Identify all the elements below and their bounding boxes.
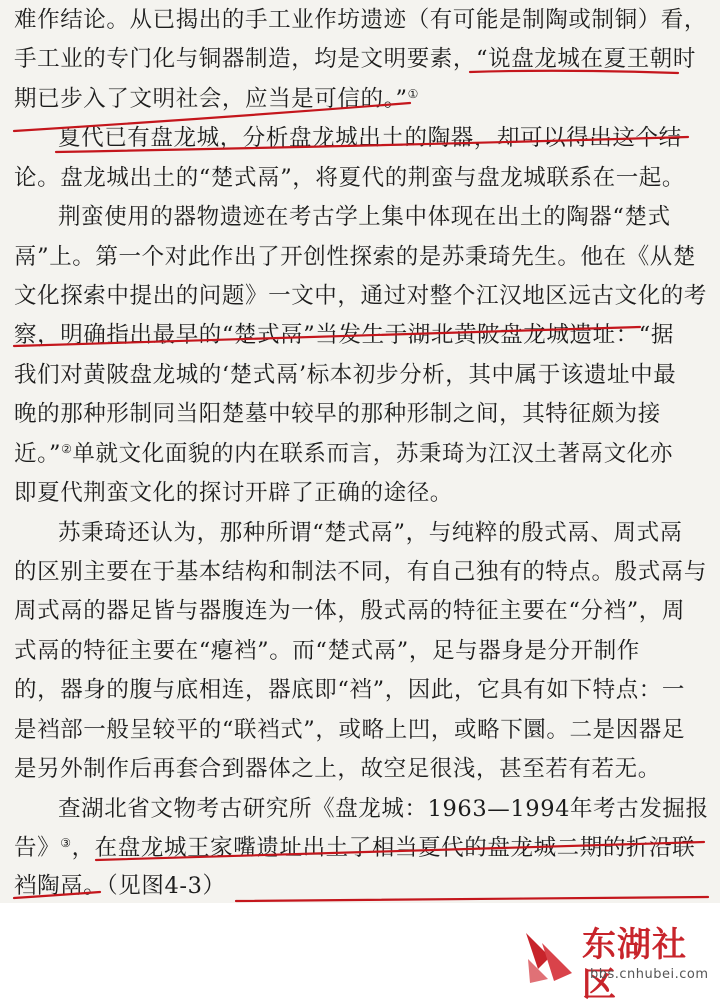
brand-name: 东湖社区 xyxy=(582,925,687,1005)
text-line-15: 的区别主要在于基本结构和制法不同，有自己独有的特点。殷式鬲与 xyxy=(14,559,708,585)
text-line-11: 晚的那种形制同当阳楚墓中较早的那种形制之间，其特征颇为接 xyxy=(14,401,661,427)
text-line-18: 的，器身的腹与底相连，器底即“裆”，因此，它具有如下特点：一 xyxy=(14,677,686,703)
text-line-14: 苏秉琦还认为，那种所谓“楚式鬲”，与纯粹的殷式鬲、周式鬲 xyxy=(58,520,683,546)
text-line-19: 是裆部一般呈较平的“联裆式”，或略上凹，或略下圜。二是因器足 xyxy=(14,717,686,743)
text-line-1: 难作结论。从已揭出的手工业作坊遗迹（有可能是制陶或制铜）看， xyxy=(14,7,708,33)
footnote-marker-1: ① xyxy=(407,87,419,101)
text-line-10: 我们对黄陂盘龙城的‘楚式鬲’标本初步分析，其中属于该遗址中最 xyxy=(14,362,677,388)
text-line-20: 是另外制作后再套合到器体之上，故空足很浅，甚至若有若无。 xyxy=(14,756,661,782)
text-line-17: 式鬲的特征主要在“瘪裆”。而“楚式鬲”，足与器身是分开制作 xyxy=(14,638,640,664)
text-line-16: 周式鬲的器足皆与器腹连为一体，殷式鬲的特征主要在“分裆”，周 xyxy=(14,598,686,624)
watermark-area xyxy=(0,903,720,1005)
text-line-23: 裆陶鬲。（见图4-3） xyxy=(14,873,226,899)
brand-url: bbs.cnhubei.com xyxy=(590,967,709,982)
text-line-7: 鬲”上。第一个对此作出了开创性探索的是苏秉琦先生。他在《从楚 xyxy=(14,244,697,270)
footnote-marker-2: ② xyxy=(61,442,73,456)
text-line-9: 察，明确指出最早的“楚式鬲”当发生于湖北黄陂盘龙城遗址：“据 xyxy=(14,322,675,348)
text-line-21: 查湖北省文物考古研究所《盘龙城：1963—1994年考古发掘报 xyxy=(58,796,709,822)
site-watermark-logo xyxy=(520,911,716,1005)
text-line-12: 近。”②单就文化面貌的内在联系而言，苏秉琦为江汉土著鬲文化亦 xyxy=(14,441,674,467)
text-line-8: 文化探索中提出的问题》一文中，通过对整个江汉地区远古文化的考 xyxy=(14,283,708,309)
text-line-4: 夏代已有盘龙城，分析盘龙城出土的陶器，却可以得出这个结 xyxy=(58,125,682,151)
text-line-6: 荆蛮使用的器物遗迹在考古学上集中体现在出土的陶器“楚式 xyxy=(58,204,671,230)
text-line-5: 论。盘龙城出土的“楚式鬲”，将夏代的荆蛮与盘龙城联系在一起。 xyxy=(14,165,686,191)
footnote-marker-3: ③ xyxy=(60,836,72,850)
brand-mark-icon xyxy=(520,929,580,985)
text-line-13: 即夏代荆蛮文化的探讨开辟了正确的途径。 xyxy=(14,480,453,506)
text-line-22: 告》③，在盘龙城王家嘴遗址出土了相当夏代的盘龙城二期的折沿联 xyxy=(14,835,696,861)
text-line-3: 期已步入了文明社会，应当是可信的。”① xyxy=(14,86,419,112)
text-line-2: 手工业的专门化与铜器制造，均是文明要素，“说盘龙城在夏王朝时 xyxy=(14,46,697,72)
